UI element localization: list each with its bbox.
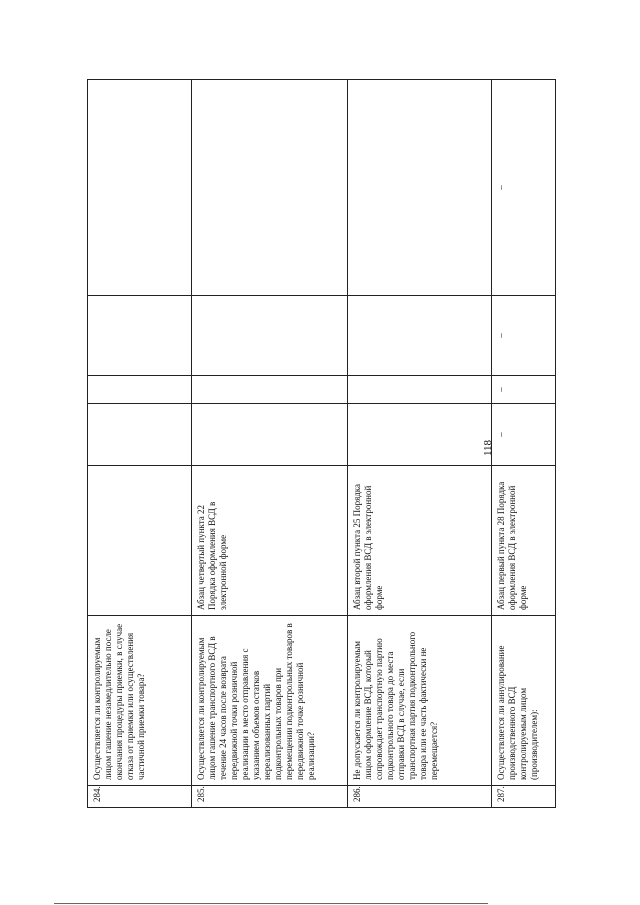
row-number: 285. [192,786,348,808]
question-cell: Осуществляется ли контролируемым лицом гашение незамедлительно после окончания процедуры приемки, в случае отказа от приемки или осуществления частичной приемки товара? [88,616,192,786]
answer-cell [192,376,348,404]
answer-cell [88,80,192,296]
reference-cell [88,466,192,616]
question-cell: Осуществляется ли контролируемым лицом гашение транспортного ВСД в течение 24 часов после возврата передвижной точки розничной реализации в место отправления с указанием объемов остатков нереализованных партий подконтрольных товаров при перемещении подконтрольных товаров в передвижной точке розничной реализации? [192,616,348,786]
answer-cell [348,80,492,296]
answer-cell [88,404,192,466]
reference-cell: Абзац первый пункта 28 Порядка оформления ВСД в электронной форме [492,466,556,616]
reference-cell: Абзац второй пункта 25 Порядка оформления ВСД в электронной форме [348,466,492,616]
checklist-table [87,79,556,808]
answer-cell [348,296,492,376]
page-bottom-edge [54,903,488,904]
answer-cell [192,296,348,376]
question-cell: Не допускается ли контролируемым лицом оформление ВСД, который сопровождает транспортную партию подконтрольного товара до места отправки ВСД в случае, если транспортная партия подконтрольного товара или ее часть фактически не перемещается? [348,616,492,786]
answer-cell [88,376,192,404]
row-number: 287. [492,786,556,808]
answer-cell: – [492,404,556,466]
answer-cell [348,404,492,466]
question-cell: Осуществляется ли аннулирование производственного ВСД контролируемым лицом (производителем): [492,616,556,786]
answer-cell [192,404,348,466]
page-number: 118 [482,439,494,457]
answer-cell: – [492,376,556,404]
answer-cell: – [492,296,556,376]
rotated-page-content [87,80,555,808]
answer-cell: – [492,80,556,296]
answer-cell [192,80,348,296]
table-row [192,80,348,808]
table-row [492,80,556,808]
answer-cell [348,376,492,404]
reference-cell: Абзац четвертый пункта 22 Порядка оформления ВСД в электронной форме [192,466,348,616]
row-number: 284. [88,786,192,808]
answer-cell [88,296,192,376]
table-row [88,80,192,808]
row-number: 286. [348,786,492,808]
table-row [348,80,492,808]
